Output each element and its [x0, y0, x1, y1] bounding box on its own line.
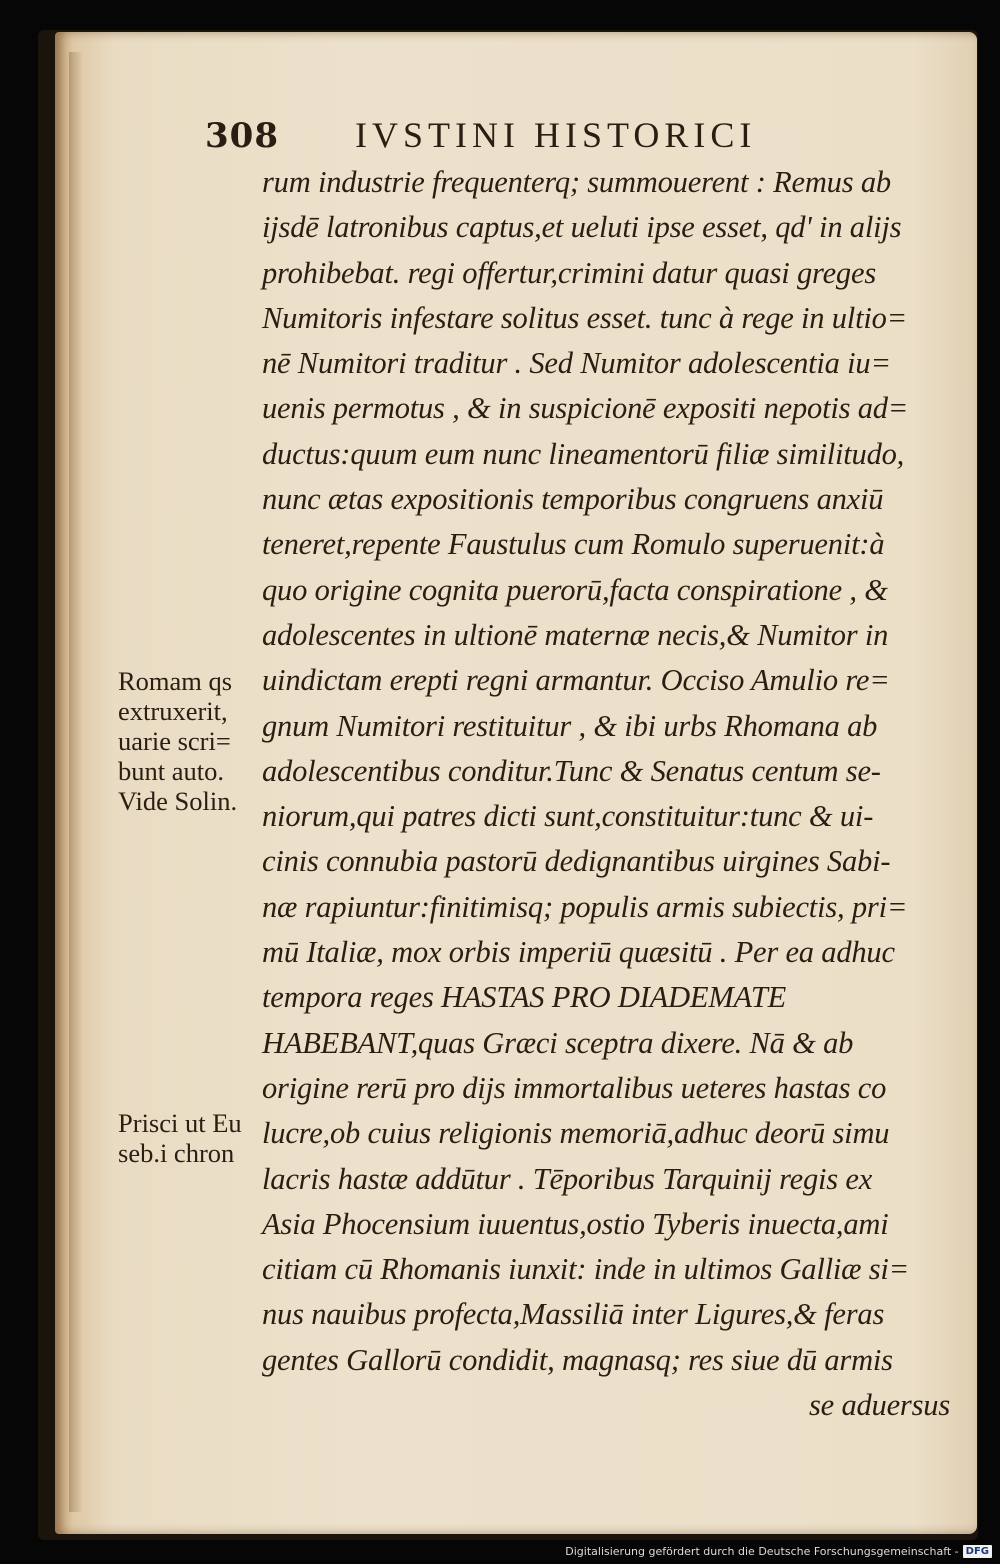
text-line: gentes Gallorū condidit, magnasq; res siue dū armis: [262, 1342, 893, 1377]
margin-note-line: seb.i chron: [118, 1138, 235, 1168]
body-text: [262, 160, 962, 1428]
text-line: origine rerū pro dijs immortalibus ueteres hastas co: [262, 1070, 887, 1105]
text-line: nē Numitori traditur . Sed Numitor adolescentia iu=: [262, 346, 891, 381]
text-line: prohibebat. regi offertur,crimini datur quasi greges: [262, 255, 876, 290]
text-line: mū Italiæ, mox orbis imperiū quæsitū . Per ea adhuc: [262, 935, 895, 970]
margin-note-line: Romam qs: [118, 666, 233, 696]
text-line: lacris hastæ addūtur . Tēporibus Tarquinij regis ex: [262, 1161, 873, 1196]
text-line: Numitoris infestare solitus esset. tunc à rege in ultio=: [262, 300, 908, 335]
text-line: uindictam erepti regni armantur. Occiso Amulio re=: [262, 663, 890, 698]
margin-note-founding-of-rome: [118, 666, 278, 816]
text-line: HABEBANT,quas Græci sceptra dixere. Nā & ab: [262, 1025, 854, 1060]
text-line: adolescentes in ultionē maternæ necis,& Numitor in: [262, 617, 889, 652]
margin-note-line: extruxerit,: [118, 696, 228, 726]
text-line: rum industrie frequenterq; summouerent : Remus ab: [262, 165, 891, 199]
margin-note-line: bunt auto.: [118, 756, 224, 786]
running-title: IVSTINI HISTORICI: [355, 115, 757, 155]
margin-note-line: Vide Solin.: [118, 786, 238, 816]
text-line: adolescentibus conditur.Tunc & Senatus centum se-: [262, 753, 881, 788]
text-line: quo origine cognita puerorū,facta conspiratione , &: [262, 572, 888, 607]
text-line: ductus:quum eum nunc lineamentorū filiæ similitudo,: [262, 436, 905, 471]
margin-note-eusebius: [118, 1108, 278, 1168]
margin-note-line: Prisci ut Eu: [118, 1108, 242, 1138]
page-number: 308: [205, 116, 279, 156]
text-line: uenis permotus , & in suspicionē expositi nepotis ad=: [262, 391, 909, 426]
text-line: nunc ætas expositionis temporibus congruens anxiū: [262, 482, 884, 517]
text-line: cinis connubia pastorū dedignantibus uirgines Sabi-: [262, 844, 891, 879]
text-line: tempora reges HASTAS PRO DIADEMATE: [262, 980, 787, 1015]
text-line: næ rapiuntur:finitimisq; populis armis subiectis, pri=: [262, 889, 908, 924]
text-line: niorum,qui patres dicti sunt,constituitur:tunc & ui-: [262, 799, 874, 834]
text-line: ijsdē latronibus captus,et ueluti ipse esset, qd' in alijs: [262, 210, 902, 245]
text-line: Asia Phocensium iuuentus,ostio Tyberis inuecta,ami: [262, 1206, 889, 1241]
dfg-credit-text: Digitalisierung gefördert durch die Deutsche Forschungsgemeinschaft -: [565, 1544, 959, 1558]
text-line: gnum Numitori restituitur , & ibi urbs Rhomana ab: [262, 708, 878, 743]
text-line: teneret,repente Faustulus cum Romulo superuenit:à: [262, 527, 885, 562]
digitization-footer: [565, 1542, 992, 1560]
text-line: nus nauibus profecta,Massiliā inter Ligures,& feras: [262, 1297, 885, 1332]
running-head: [205, 112, 965, 162]
margin-note-line: uarie scri=: [118, 726, 231, 756]
text-line: citiam cū Rhomanis iunxit: inde in ultimos Galliæ si=: [262, 1252, 910, 1287]
text-line: lucre,ob cuius religionis memoriā,adhuc deorū simu: [262, 1116, 890, 1151]
catchword: se aduersus: [809, 1388, 950, 1423]
dfg-logo: DFG: [963, 1545, 992, 1558]
